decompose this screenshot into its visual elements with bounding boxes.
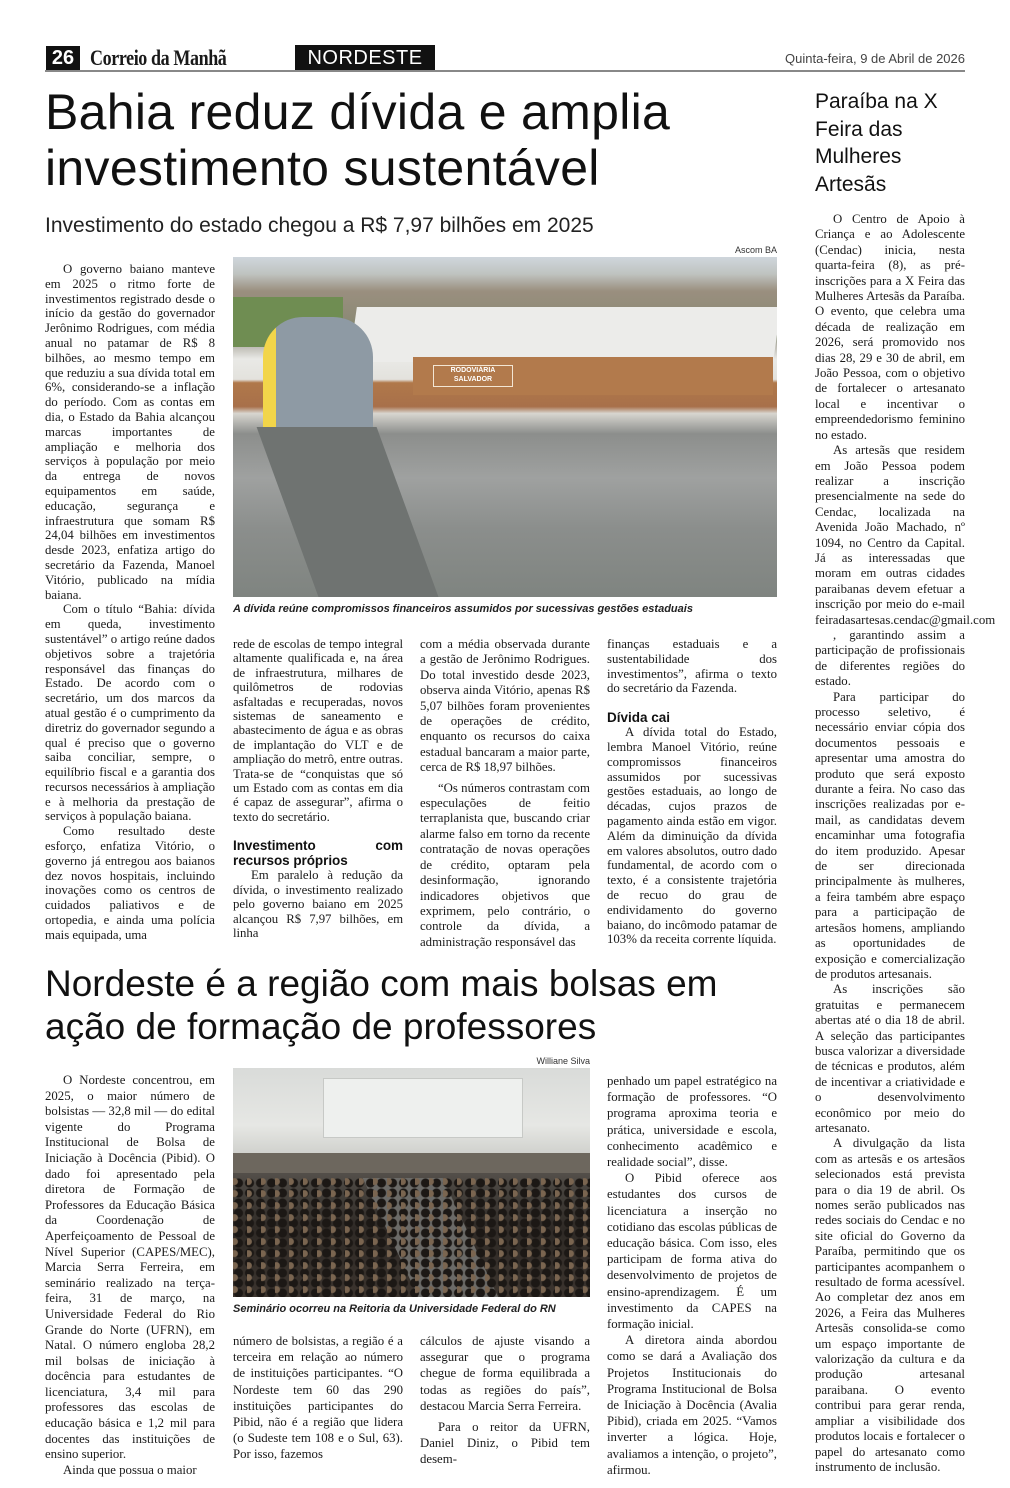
issue-date: Quinta-feira, 9 de Abril de 2026 [785, 51, 965, 66]
photo-projection-screen [323, 1078, 523, 1138]
paragraph: penhado um papel estratégico na formação de professores. “O programa aproxima teoria e prática, universidade e escola, conhecimento acadêmico e realidade social”, disse. [607, 1074, 777, 1170]
article2-headline: Nordeste é a região com mais bolsas em ação de formação de professores [45, 963, 718, 1047]
article3-headline: Paraíba na X Feira das Mulheres Artesãs [815, 90, 938, 196]
article2-caption: Seminário ocorreu na Reitoria da Universidade Federal do RN [233, 1303, 556, 1315]
paragraph: número de bolsistas, a região é a terceira em relação ao número de instituições participantes. “O Nordeste tem 60 das 290 instituições participantes do Pibid, não é a região que lidera (o Sudeste tem 108 e o Sul, 63). Por isso, fazemos [233, 1334, 403, 1462]
masthead-logo: Correio da Manhã [90, 45, 227, 70]
paragraph: Com o título “Bahia: dívida em queda, investimento sustentável” o artigo reúne dados objetivos sobre a trajetória responsável das finanças do Estado. De acordo com o secretário, um dos marcos da atual gestão é o cumprimento da diretriz do governador segundo a qual é preciso que o governo saiba conciliar, sempre, o equilíbrio fiscal e a garantia dos recursos necessários à ampliação e à melhoria da prestação de serviços à população baiana. [45, 602, 215, 824]
article2-column-2 [233, 1333, 403, 1463]
header-divider [45, 70, 965, 72]
article1-column-2 [233, 637, 403, 940]
page-number: 26 [46, 46, 80, 70]
paragraph: Como resultado deste esforço, enfatiza Vitório, o governo já entregou aos baianos dez novos hospitais, incluindo inovações como os centros de cuidados paliativos e de ortopedia, e ainda uma polícia mais equipada, uma [45, 824, 215, 942]
paragraph: O Pibid oferece aos estudantes dos cursos de licenciatura a inserção no cotidiano das escolas públicas de educação básica. Com isso, eles participam de forma ativa do desenvolvimento de projetos de ensino-aprendizagem. É um investimento da CAPES na formação inicial. [607, 1171, 777, 1332]
article1-column-3 [420, 637, 590, 950]
paragraph: Ainda que possua o maior [63, 1462, 197, 1477]
paragraph: As inscrições são gratuitas e permanecem abertas até o dia 18 de abril. A seleção das participantes busca valorizar a diversidade de técnicas e produtos, além de incentivar a criatividade e o desenvolvimento econômico por meio do artesanato. [815, 982, 965, 1135]
paragraph: A diretora ainda abordou como se dará a Avaliação dos Projetos Institucionais do Programa Institucional de Bolsa de Iniciação à Docência (Avalia Pibid), criada em 2025. “Vamos inverter a lógica. Hoje, avaliamos a intenção, o projeto”, afirmou. [607, 1333, 777, 1477]
photo-stage [233, 1153, 590, 1173]
subheading: Dívida cai [607, 710, 671, 726]
photo-audience [233, 1178, 590, 1297]
photo-terminal-roof [349, 307, 777, 362]
article2-column-1 [45, 1073, 215, 1478]
paragraph: A dívida total do Estado, lembra Manoel Vitório, reúne compromissos financeiros assumidos por sucessivas gestões estaduais, ao longo de décadas, cujos prazos de pagamento ainda estão em vigor. Além da diminuição da dívida em valores absolutos, outro dado fundamental, de acordo com o texto, é a consistente trajetória de recuo do grau de endividamento do governo baiano, do incômodo patamar de 103% da receita corrente líquida. [607, 725, 777, 947]
paragraph: com a média observada durante a gestão de Jerônimo Rodrigues. Do total investido desde 2023, observa ainda Vitório, apenas R$ 5,07 bilhões foram provenientes de operações de crédito, enquanto os recursos do caixa estadual bancaram a maior parte, cerca de R$ 18,97 bilhões. [420, 637, 590, 775]
article2-photo-credit: Williane Silva [536, 1056, 590, 1066]
paragraph: Para o reitor da UFRN, Daniel Diniz, o Pibid tem desem- [420, 1420, 590, 1467]
article2-photo-seminar [233, 1068, 590, 1297]
paragraph: cálculos de ajuste visando a assegurar que o programa chegue de forma equilibrada a todas as regiões do país”, destacou Marcia Serra Ferreira. [420, 1334, 590, 1413]
photo-station-arches [263, 317, 373, 437]
article2-column-3 [420, 1333, 590, 1468]
subheading: Investimento com recursos próprios [233, 838, 403, 869]
paragraph: As artesãs que residem em João Pessoa podem realizar a inscrição presencialmente na sede do Cendac, localizada na Avenida João Machado, nº 1094, no Centro da Capital. Já as interessadas que moram em outras cidades paraibanas devem efetuar a inscrição por meio do e-mail feiradasartesas.cendac@gmail.com [815, 443, 996, 627]
article1-caption: A dívida reúne compromissos financeiros assumidos por sucessivas gestões estaduais [233, 603, 693, 615]
paragraph: O Centro de Apoio à Criança e ao Adolescente (Cendac) inicia, nesta quarta-feira (8), as pré-inscrições para a X Feira das Mulheres Artesãs da Paraíba. O evento, que celebra uma década de realização em 2026, será promovido nos dias 28, 29 e 30 de abril, em João Pessoa, com o objetivo de fortalecer o artesanato local e incentivar o empreendedorismo feminino no estado. [815, 212, 965, 442]
paragraph: , garantindo assim a participação de profissionais de diferentes regiões do estado. [815, 627, 965, 689]
article1-headline: Bahia reduz dívida e amplia investimento sustentável [45, 84, 671, 196]
paragraph: finanças estaduais e a sustentabilidade dos investimentos”, afirma o texto do secretário da Fazenda. [607, 637, 777, 696]
article1-column-1 [45, 262, 215, 943]
paragraph: rede de escolas de tempo integral altamente qualificada e, na área de infraestrutura, milhares de quilômetros de rodovias asfaltadas e recuperadas, novos sistemas de saneamento e abastecimento de água e as obras de implantação do VLT e de ampliação do metrô, entre outras. Trata-se de “conquistas que só um Estado com as contas em dia é capaz de assegurar”, afirma o texto do secretário. [233, 637, 403, 824]
article1-photo-credit: Ascom BA [734, 245, 777, 255]
article1-column-4 [607, 637, 777, 947]
section-label: NORDESTE [295, 45, 435, 71]
paragraph: O governo baiano manteve em 2025 o ritmo forte de investimentos registrado desde o início da gestão do governador Jerônimo Rodrigues, com média anual no patamar de R$ 8 bilhões, ao mesmo tempo em que reduziu a sua dívida total em 6%, considerando-se a inflação do período. Com as contas em dia, o Estado da Bahia alcançou marcas importantes de ampliação e melhoria dos serviços à população por meio da entrega de novos equipamentos em saúde, educação, segurança e infraestrutura que somam R$ 24,04 bilhões em investimentos desde 2023, enfatiza artigo do secretário da Fazenda, Manoel Vitório, publicado na mídia baiana. [45, 262, 215, 602]
paragraph: Para participar do processo seletivo, é necessário enviar cópia dos documentos pessoais e apresentar uma amostra do produto que será exposto durante a feira. No caso das inscrições realizadas por e-mail, as candidatas devem encaminhar uma fotografia do item produzido. Apesar de ser direcionada principalmente às mulheres, a feira também abre espaço para a participação de artesãos homens, ampliando as oportunidades de exposição e comercialização de produtos artesanais. [815, 689, 965, 981]
paragraph: Em paralelo à redução da dívida, o investimento realizado pelo governo baiano em 2025 alcançou R$ 7,97 bilhões, em linha [233, 868, 403, 940]
paragraph: “Os números contrastam com especulações de feitio terraplanista que, buscando criar alarme falso em torno da recente contratação de novas operações de crédito, optaram pela desinformação, ignorando indicadores objetivos que exprimem, pelo contrário, o controle da dívida, a administração responsável das [420, 780, 590, 949]
article1-subheadline: Investimento do estado chegou a R$ 7,97 bilhões em 2025 [45, 214, 594, 237]
article3-body [815, 212, 996, 1475]
photo-terminal-sign: RODOVIÁRIA SALVADOR [433, 365, 513, 387]
paragraph: A divulgação da lista com as artesãs e os artesãos selecionados está prevista para o dia 19 de abril. Os nomes serão publicados nas redes sociais do Cendac e no site oficial do Governo da Paraíba, permitindo que os participantes acompanhem o resultado de forma acessível. Ao completar dez anos em 2026, a Feira das Mulheres Artesãs consolida-se como um espaço importante de valorização da cultura e da produção artesanal paraibana. O evento contribui para gerar renda, ampliar a visibilidade dos produtos locais e fortalecer o papel do artesanato como instrumento de inclusão. [815, 1136, 965, 1474]
article1-photo-bus-terminal [233, 257, 777, 597]
paragraph: O Nordeste concentrou, em 2025, o maior número de bolsistas — 32,8 mil — do edital vigente do Programa Institucional de Bolsa de Iniciação à Docência (Pibid). O dado foi apresentado pela diretora de Formação de Professores da Educação Básica da Coordenação de Aperfeiçoamento de Pessoal de Nível Superior (CAPES/MEC), Marcia Serra Ferreira, em seminário realizado na terça-feira, 31 de março, na Universidade Federal do Rio Grande do Norte (UFRN), em Natal. O número engloba 28,2 mil bolsas de iniciação à docência para estudantes de licenciatura, 3,4 mil para professores das escolas de educação básica e 1,2 mil para docentes das instituições de ensino superior. [45, 1073, 215, 1462]
photo-road [257, 427, 450, 597]
article2-column-4 [607, 1073, 777, 1478]
